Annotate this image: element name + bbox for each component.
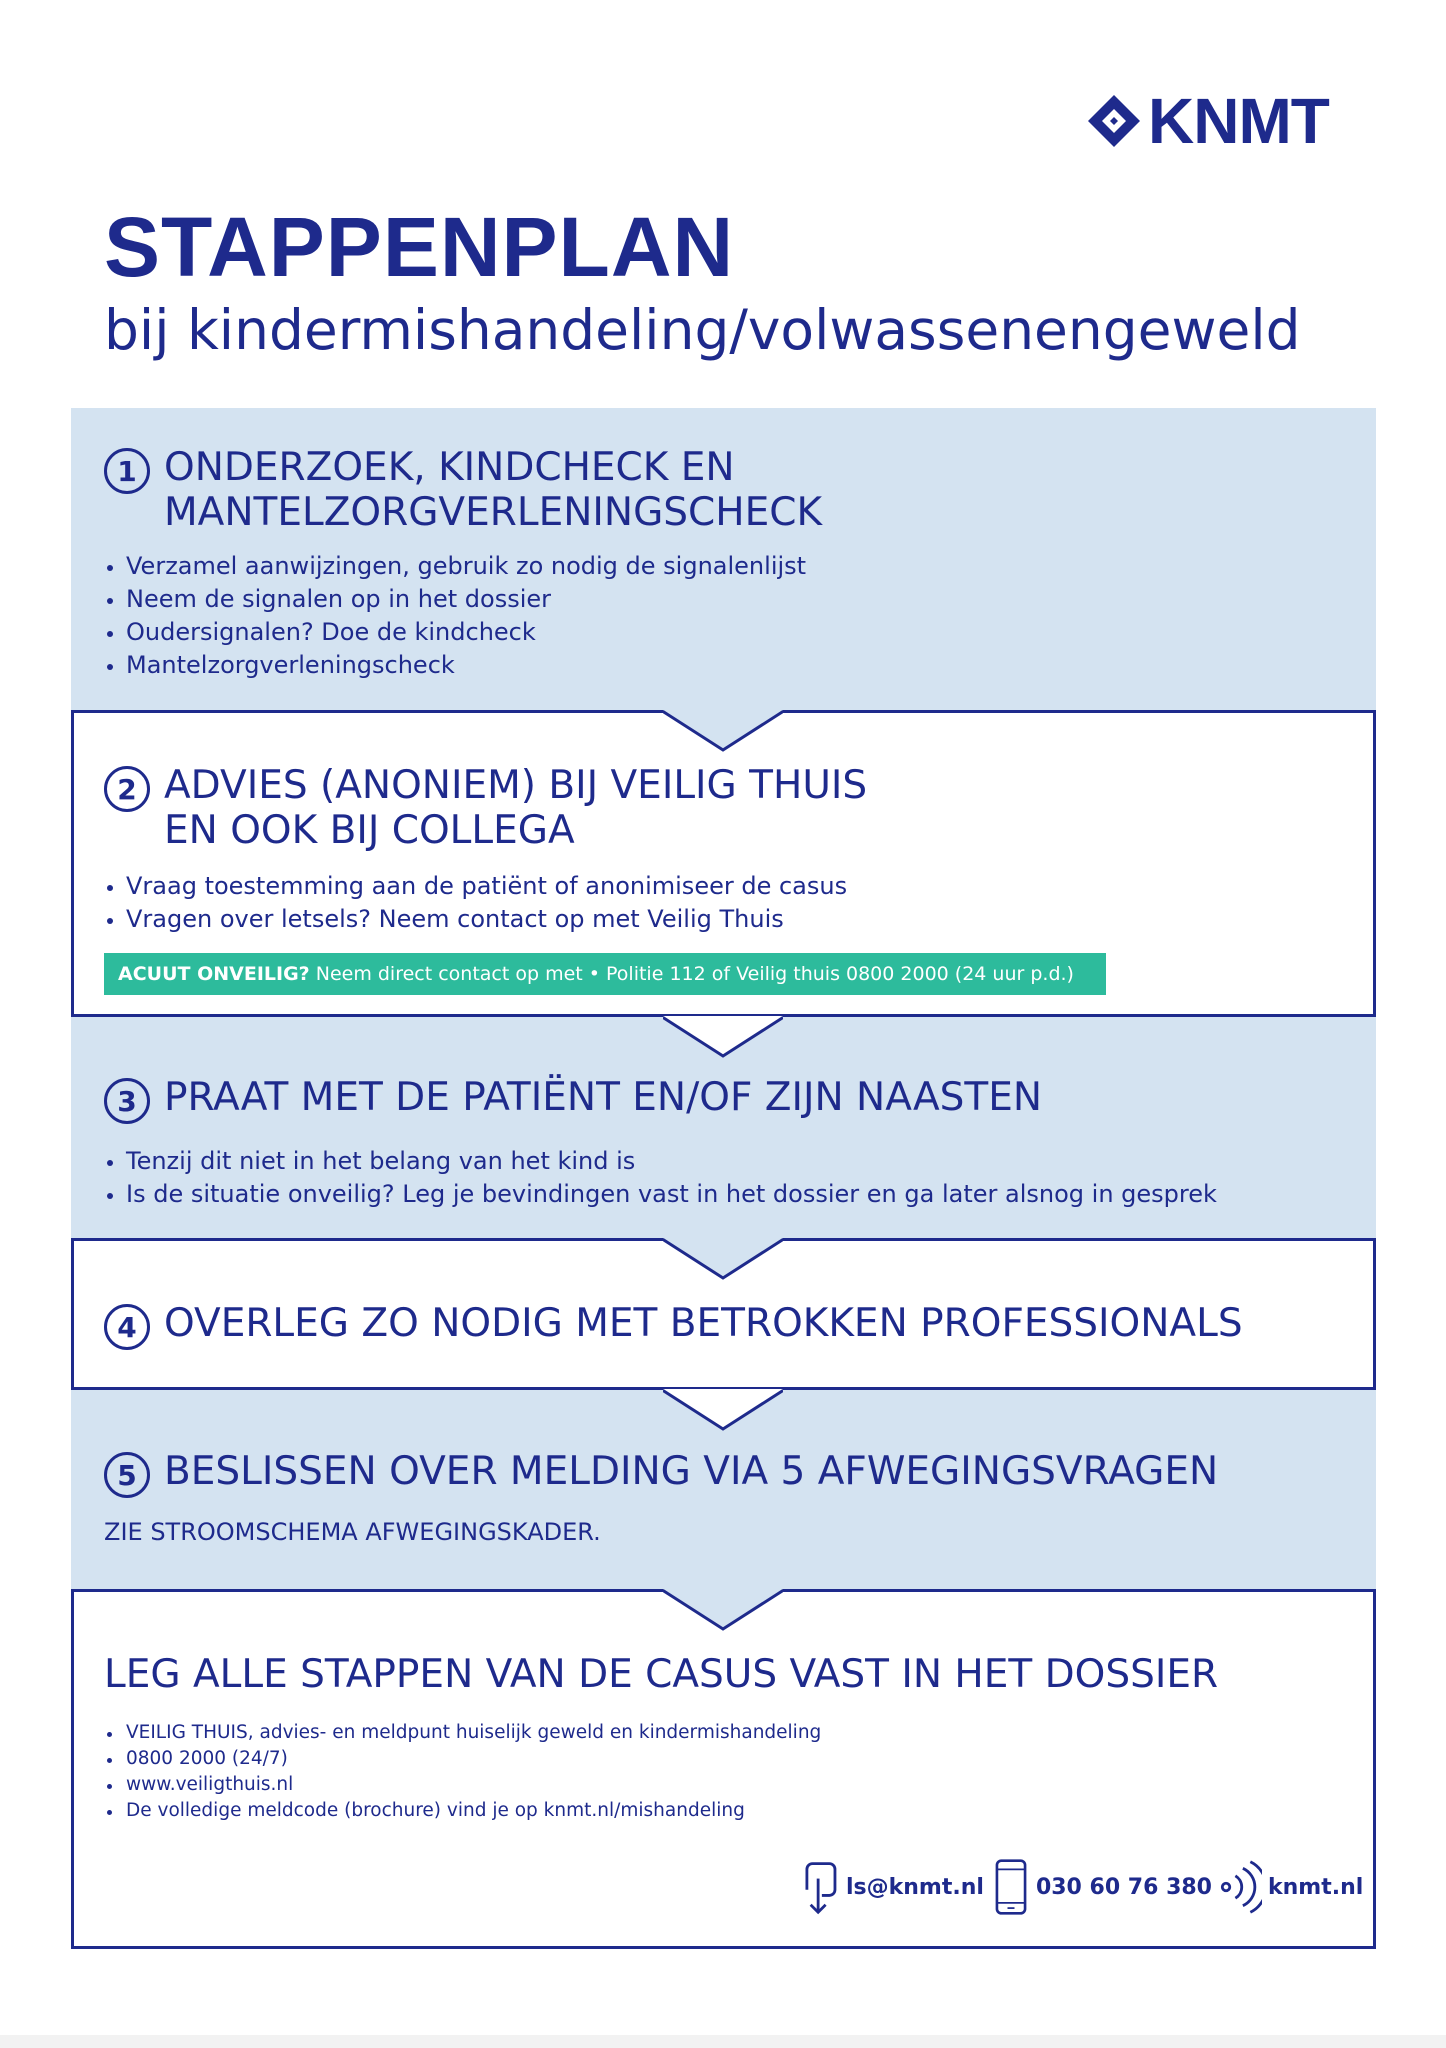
step-3-header [104,1076,1042,1124]
list-item: Verzamel aanwijzingen, gebruik zo nodig de signalenlijst [104,550,806,583]
step-5-arrow [663,1589,783,1631]
list-item: www.veiligthuis.nl [104,1772,821,1798]
step-4-number: 4 [104,1304,150,1350]
step-1-title-line-1: ONDERZOEK, KINDCHECK EN [164,445,735,490]
step-2-arrow [663,1016,783,1058]
list-item: 0800 2000 (24/7) [104,1746,821,1772]
step-5-title-line-1: BESLISSEN OVER MELDING VIA 5 AFWEGINGSVRAGEN [164,1449,1219,1494]
step-1-title-line-2: MANTELZORGVERLENINGSCHECK [164,489,823,535]
alert-text: Neem direct contact op met • Politie 112 of Veilig thuis 0800 2000 (24 uur p.d.) [309,963,1074,985]
page-subtitle: bij kindermishandeling/volwassenengeweld [104,298,1301,362]
website-link[interactable]: knmt.nl [1268,1874,1364,1900]
list-item: VEILIG THUIS, advies- en meldpunt huiselijk geweld en kindermishandeling [104,1720,821,1746]
final-bullets [104,1720,821,1824]
step-3-number: 3 [104,1078,150,1124]
step-2-bullets [104,870,847,936]
step-3-title [164,1076,1042,1121]
step-2-header [104,764,867,854]
list-item: Mantelzorgverleningscheck [104,649,806,682]
logo-text: KNMT [1148,85,1329,157]
acute-unsafe-alert [104,953,1106,995]
final-title: LEG ALLE STAPPEN VAN DE CASUS VAST IN HET DOSSIER [104,1652,1219,1697]
step-4-title [164,1302,1243,1347]
step-5-note: ZIE STROOMSCHEMA AFWEGINGSKADER. [104,1518,601,1546]
step-3-bullets [104,1145,1217,1211]
email-link[interactable]: ls@knmt.nl [846,1874,984,1900]
step-4-title-line-1: OVERLEG ZO NODIG MET BETROKKEN PROFESSIONALS [164,1301,1243,1346]
list-item: Tenzij dit niet in het belang van het kind is [104,1145,1217,1178]
phone-link[interactable]: 030 60 76 380 [1035,1874,1212,1900]
step-5-title [164,1450,1218,1495]
signal-waves-icon [1220,1858,1262,1916]
step-2-title [164,764,867,854]
phone-icon [992,1858,1030,1916]
step-3-title-line-1: PRAAT MET DE PATIËNT EN/OF ZIJN NAASTEN [164,1075,1043,1120]
list-item: De volledige meldcode (brochure) vind je op knmt.nl/mishandeling [104,1798,821,1824]
step-5-header [104,1450,1218,1498]
contact-info [800,1852,1371,1922]
step-1-number: 1 [104,448,150,494]
step-2-number: 2 [104,766,150,812]
step-5-number: 5 [104,1452,150,1498]
list-item: Oudersignalen? Doe de kindcheck [104,616,806,649]
step-1-bullets [104,550,806,682]
step-1-header [104,446,822,536]
step-2-title-line-1: ADVIES (ANONIEM) BIJ VEILIG THUIS [164,763,868,808]
list-item: Vraag toestemming aan de patiënt of anonimiseer de casus [104,870,847,903]
page-title: STAPPENPLAN [104,200,735,294]
alert-label: ACUUT ONVEILIG? [118,963,310,985]
step-2-title-line-2: EN OOK BIJ COLLEGA [164,807,575,853]
mail-download-icon [800,1858,840,1916]
step-1-title [164,446,822,536]
list-item: Neem de signalen op in het dossier [104,583,806,616]
step-4-arrow [663,1389,783,1431]
step-4-header [104,1302,1243,1350]
knmt-logo [1084,86,1329,156]
knmt-diamond-icon [1084,91,1144,151]
list-item: Vragen over letsels? Neem contact op met Veilig Thuis [104,903,847,936]
list-item: Is de situatie onveilig? Leg je bevindingen vast in het dossier en ga later alsnog in gesprek [104,1178,1217,1211]
step-1-arrow [663,710,783,752]
step-3-arrow [663,1238,783,1280]
